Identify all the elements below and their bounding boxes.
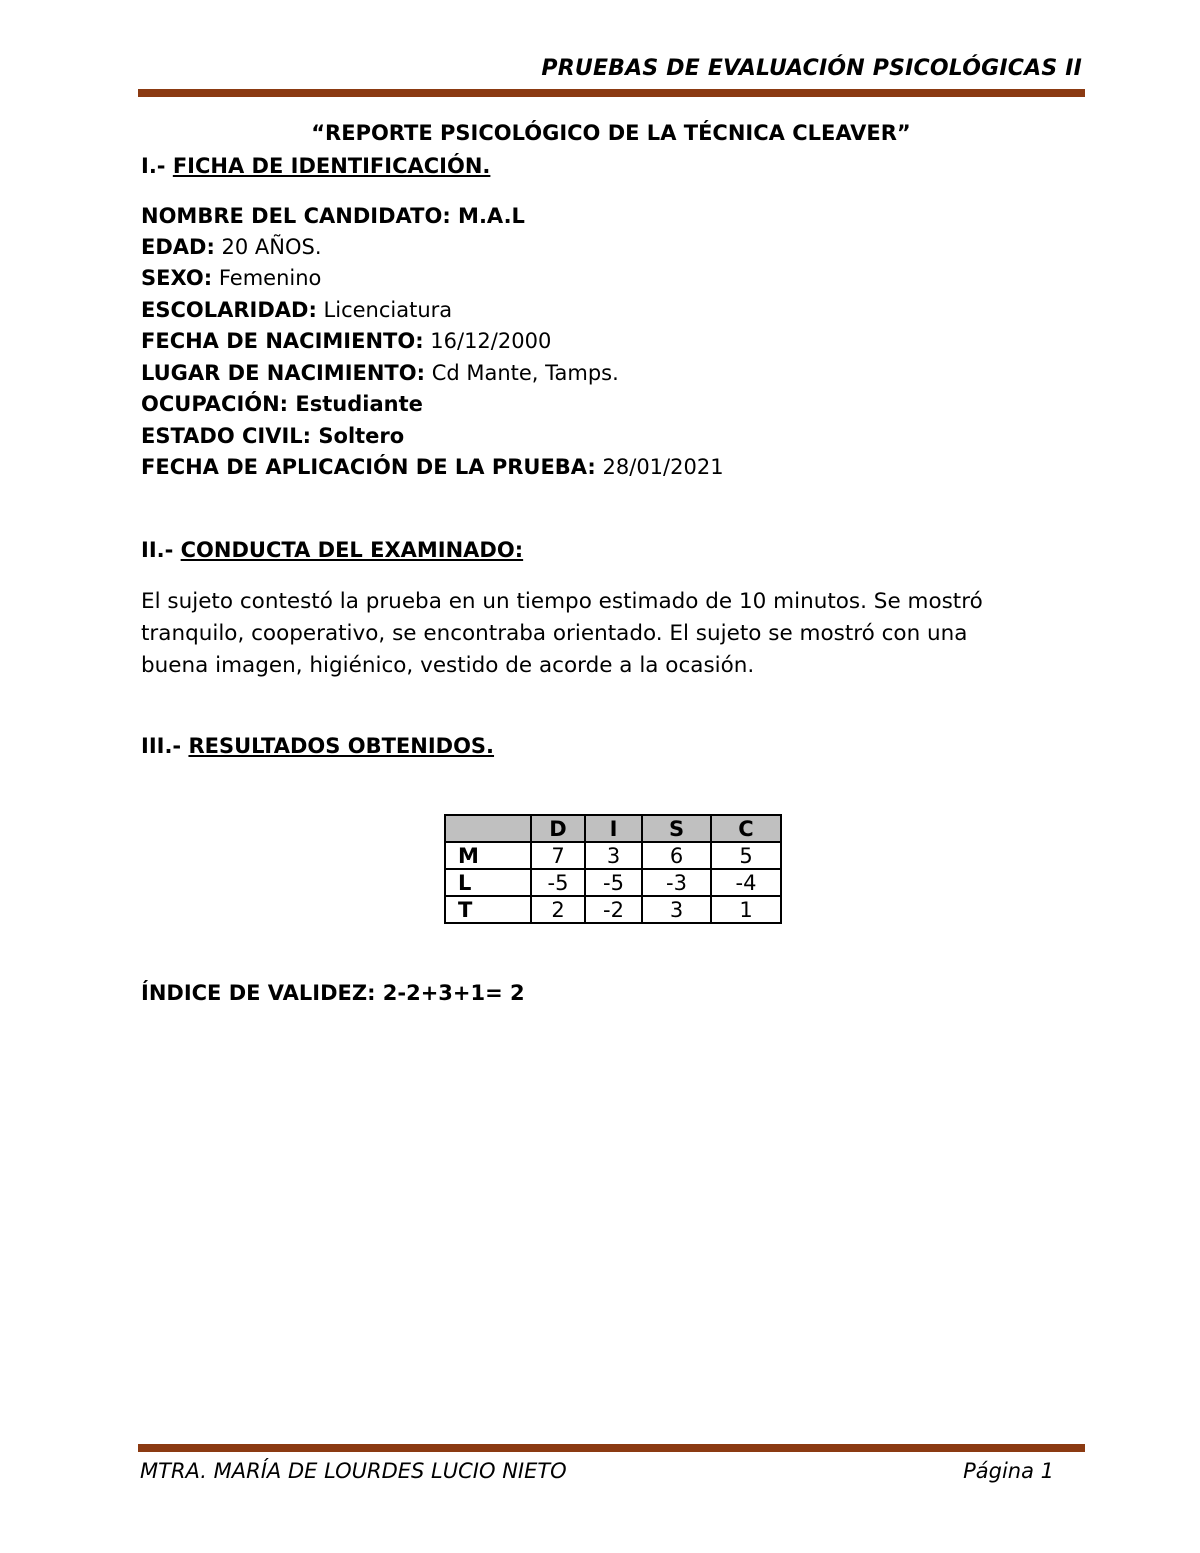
field-application-date [141,453,724,481]
section-3-number: III.- [141,734,189,758]
table-row [445,869,781,896]
field-value: 16/12/2000 [423,329,552,353]
table-row [445,896,781,923]
table-cell: 6 [642,842,711,869]
field-value: Licenciatura [316,298,453,322]
table-cell: 7 [531,842,585,869]
field-value: 20 AÑOS. [214,235,322,259]
row-label-m: M [445,842,531,869]
footer-author: MTRA. MARÍA DE LOURDES LUCIO NIETO [140,1459,567,1483]
section-1-number: I.- [141,154,173,178]
table-cell: -5 [585,869,642,896]
section-2-number: II.- [141,538,181,562]
field-label: EDAD: [141,235,215,259]
field-label: ESTADO CIVIL: Soltero [141,424,405,448]
field-value: Femenino [212,266,322,290]
section-2-title: CONDUCTA DEL EXAMINADO: [180,538,524,562]
table-row [445,842,781,869]
field-education [141,296,452,324]
section-3-title: RESULTADOS OBTENIDOS. [188,734,495,758]
section-3-heading [141,732,494,760]
footer-rule [138,1444,1085,1452]
validity-index: ÍNDICE DE VALIDEZ: 2-2+3+1= 2 [141,981,525,1005]
section-1-heading [141,152,490,180]
table-cell: 2 [531,896,585,923]
table-cell: 3 [585,842,642,869]
table-header-row [445,815,781,842]
column-header-s: S [642,815,711,842]
paragraph-line: El sujeto contestó la prueba en un tiempo estimado de 10 minutos. Se mostró [141,589,983,614]
table-cell: -3 [642,869,711,896]
column-header-i: I [585,815,642,842]
column-header-d: D [531,815,585,842]
field-birth-place [141,359,619,387]
field-birth-date [141,327,551,355]
header-rule [138,89,1085,97]
field-value: Cd Mante, Tamps. [425,361,619,385]
field-value: 28/01/2021 [595,455,724,479]
footer-page-number: Página 1 [963,1459,1054,1483]
table-cell: -5 [531,869,585,896]
header-course-title: PRUEBAS DE EVALUACIÓN PSICOLÓGICAS II [541,56,1082,81]
document-title: “REPORTE PSICOLÓGICO DE LA TÉCNICA CLEAVER” [311,121,911,145]
column-header-c: C [711,815,781,842]
field-label: ESCOLARIDAD: [141,298,317,322]
field-label: LUGAR DE NACIMIENTO: [141,361,426,385]
field-label: FECHA DE APLICACIÓN DE LA PRUEBA: [141,455,596,479]
field-label: FECHA DE NACIMIENTO: [141,329,424,353]
row-label-t: T [445,896,531,923]
table-cell: 1 [711,896,781,923]
field-label: NOMBRE DEL CANDIDATO: M.A.L [141,204,525,228]
table-cell: -4 [711,869,781,896]
results-table [444,814,782,924]
table-cell: -2 [585,896,642,923]
field-marital-status [141,422,404,450]
table-cell: 3 [642,896,711,923]
row-label-l: L [445,869,531,896]
field-label: SEXO: [141,266,213,290]
paragraph-line: tranquilo, cooperativo, se encontraba orientado. El sujeto se mostró con una [141,621,968,646]
section-1-title: FICHA DE IDENTIFICACIÓN. [172,154,491,178]
field-occupation [141,390,423,418]
field-age [141,233,322,261]
field-label: OCUPACIÓN: Estudiante [141,392,423,416]
table-corner-cell [445,815,531,842]
table-cell: 5 [711,842,781,869]
paragraph-line: buena imagen, higiénico, vestido de acorde a la ocasión. [141,653,755,678]
field-candidate-name [141,202,525,230]
field-sex [141,264,321,292]
behavior-paragraph [141,586,1081,682]
section-2-heading [141,536,523,564]
